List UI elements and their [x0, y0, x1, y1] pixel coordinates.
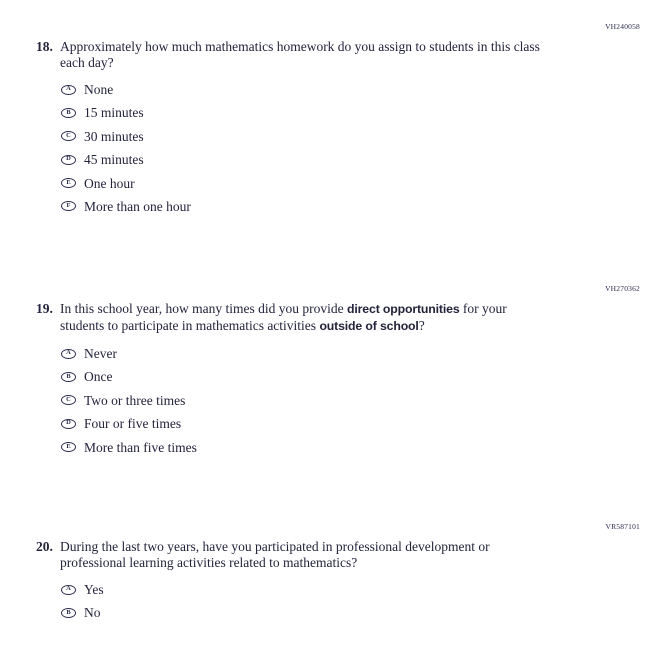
- option-label: Once: [84, 369, 113, 385]
- answer-option[interactable]: [61, 200, 657, 213]
- options-list: [61, 347, 657, 454]
- answer-option[interactable]: [61, 106, 657, 119]
- answer-oval-icon[interactable]: [61, 85, 76, 95]
- option-label: 30 minutes: [84, 128, 144, 144]
- answer-option[interactable]: [61, 417, 657, 430]
- option-label: More than one hour: [84, 198, 191, 214]
- answer-oval-icon[interactable]: [61, 131, 76, 141]
- question-text-segment: During the last two years, have you participated in professional development or professional learning activities related to mathematics?: [60, 539, 490, 570]
- answer-oval-icon[interactable]: [61, 108, 76, 118]
- answer-option[interactable]: [61, 130, 657, 143]
- oval-letter: A: [66, 85, 71, 93]
- question-block-20: [0, 522, 657, 630]
- answer-oval-icon[interactable]: [61, 178, 76, 188]
- option-label: Yes: [84, 582, 104, 597]
- question-text-segment: In this school year, how many times did you provide: [60, 301, 348, 316]
- answer-option[interactable]: [61, 83, 657, 96]
- option-label: One hour: [84, 175, 135, 191]
- answer-oval-icon[interactable]: [61, 608, 76, 618]
- answer-oval-icon[interactable]: [61, 585, 76, 595]
- answer-oval-icon[interactable]: [61, 395, 76, 405]
- answer-oval-icon[interactable]: [61, 372, 76, 382]
- question-number: 20.: [36, 539, 53, 554]
- answer-option[interactable]: [61, 370, 657, 383]
- option-label: No: [84, 605, 101, 621]
- question-text-segment-bold: direct opportunities: [347, 302, 460, 316]
- oval-letter: B: [66, 108, 71, 116]
- oval-letter: C: [66, 396, 71, 404]
- answer-option[interactable]: [61, 153, 657, 166]
- options-list: [61, 83, 657, 213]
- options-list: [61, 583, 657, 619]
- oval-letter: A: [66, 585, 71, 593]
- question-row: [0, 301, 657, 334]
- oval-letter: B: [66, 608, 71, 616]
- option-label: 45 minutes: [84, 152, 144, 168]
- question-number: 18.: [36, 39, 53, 54]
- answer-option[interactable]: [61, 606, 657, 619]
- question-block-18: [0, 22, 657, 223]
- question-text-segment: Approximately how much mathematics homework do you assign to students in this class each day?: [60, 39, 540, 70]
- oval-letter: B: [66, 372, 71, 380]
- answer-oval-icon[interactable]: [61, 419, 76, 429]
- question-text: [60, 301, 544, 334]
- oval-letter: E: [66, 178, 71, 186]
- question-text-segment: for your students to participate in mathematics activities: [60, 301, 507, 333]
- option-label: Four or five times: [84, 416, 182, 432]
- question-text: [60, 39, 544, 70]
- question-row: [0, 39, 657, 70]
- option-label: 15 minutes: [84, 105, 144, 121]
- answer-option[interactable]: [61, 394, 657, 407]
- answer-oval-icon[interactable]: [61, 155, 76, 165]
- oval-letter: E: [66, 442, 71, 450]
- question-block-19: [0, 284, 657, 464]
- answer-oval-icon[interactable]: [61, 442, 76, 452]
- answer-option[interactable]: [61, 441, 657, 454]
- answer-oval-icon[interactable]: [61, 201, 76, 211]
- question-code: VH270362: [605, 284, 640, 293]
- oval-letter: A: [66, 349, 71, 357]
- answer-option[interactable]: [61, 583, 657, 596]
- oval-letter: F: [66, 202, 71, 210]
- question-number: 19.: [36, 301, 53, 316]
- question-text: [60, 539, 544, 570]
- option-label: Two or three times: [84, 392, 186, 408]
- oval-letter: D: [66, 419, 71, 427]
- question-row: [0, 539, 657, 570]
- option-label: More than five times: [84, 439, 197, 455]
- oval-letter: C: [66, 132, 71, 140]
- oval-letter: D: [66, 155, 71, 163]
- question-text-segment: ?: [418, 317, 425, 333]
- answer-option[interactable]: [61, 347, 657, 360]
- question-code: VR587101: [605, 522, 640, 531]
- question-code: VH240058: [605, 22, 640, 31]
- answer-option[interactable]: [61, 177, 657, 190]
- question-text-segment-bold: outside of school: [319, 318, 419, 333]
- answer-oval-icon[interactable]: [61, 349, 76, 359]
- option-label: None: [84, 82, 114, 97]
- option-label: Never: [84, 346, 117, 361]
